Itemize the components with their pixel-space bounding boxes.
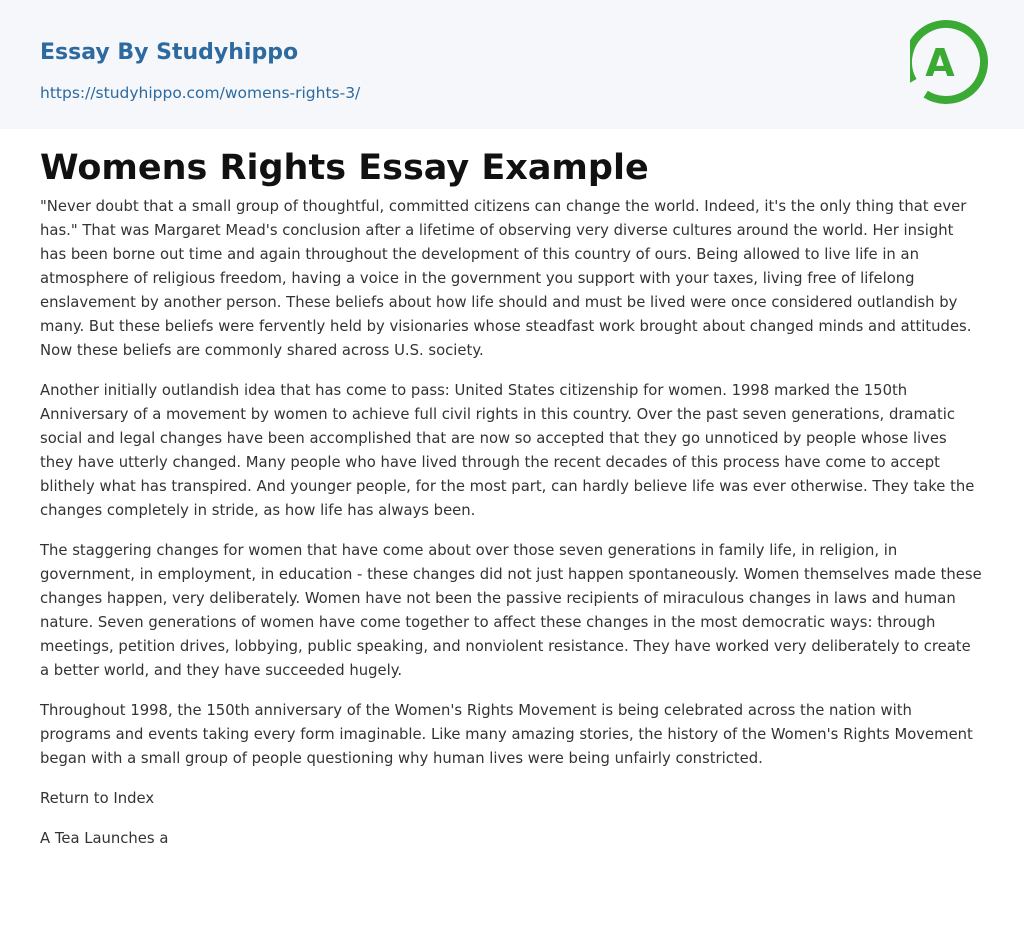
section-heading-tea: A Tea Launches a: [40, 830, 169, 847]
logo-icon: [910, 18, 988, 106]
source-url-link[interactable]: https://studyhippo.com/womens-rights-3/: [40, 84, 361, 102]
site-header: [0, 0, 1024, 129]
logo-letter: A: [925, 41, 955, 85]
studyhippo-logo[interactable]: [910, 18, 988, 106]
paragraph-2: Another initially outlandish idea that has come to pass: United States citizenship for women. 1998 marked the 150th Anniversary of a movement by women to achieve full civil rights in this country. Over the past seven generations, dramatic social and legal changes have been accomplished that are now so accepted that they go unnoticed by people whose lives they have utterly changed. Many people who have lived through the recent decades of this process have come to accept blithely what has transpired. And younger people, for the most part, can hardly believe life was ever otherwise. They take the changes completely in stride, as how life has always been.: [40, 382, 975, 519]
page-title: Womens Rights Essay Example: [40, 148, 649, 188]
return-to-index-text: Return to Index: [40, 790, 155, 807]
site-brand[interactable]: Essay By Studyhippo: [40, 40, 299, 65]
article: [40, 143, 984, 867]
paragraph-4: Throughout 1998, the 150th anniversary of the Women's Rights Movement is being celebrated across the nation with programs and events taking every form imaginable. Like many amazing stories, the history of the Women's Rights Movement began with a small group of people questioning why human lives were being unfairly constricted.: [40, 702, 973, 767]
paragraph-1: "Never doubt that a small group of thoughtful, committed citizens can change the world. Indeed, it's the only thing that ever has." That was Margaret Mead's conclusion after a lifetime of observing very diverse cultures around the world. Her insight has been borne out time and again throughout the development of this country of ours. Being allowed to live life in an atmosphere of religious freedom, having a voice in the government you support with your taxes, living free of lifelong enslavement by another person. These beliefs about how life should and must be lived were once considered outlandish by many. But these beliefs were fervently held by visionaries whose steadfast work brought about changed minds and attitudes. Now these beliefs are commonly shared across U.S. society.: [40, 198, 972, 359]
paragraph-3: The staggering changes for women that have come about over those seven generations in family life, in religion, in government, in employment, in education - these changes did not just happen spontaneously. Women themselves made these changes happen, very deliberately. Women have not been the passive recipients of miraculous changes in laws and human nature. Seven generations of women have come together to affect these changes in the most democratic ways: through meetings, petition drives, lobbying, public speaking, and nonviolent resistance. They have worked very deliberately to create a better world, and they have succeeded hugely.: [40, 542, 982, 679]
